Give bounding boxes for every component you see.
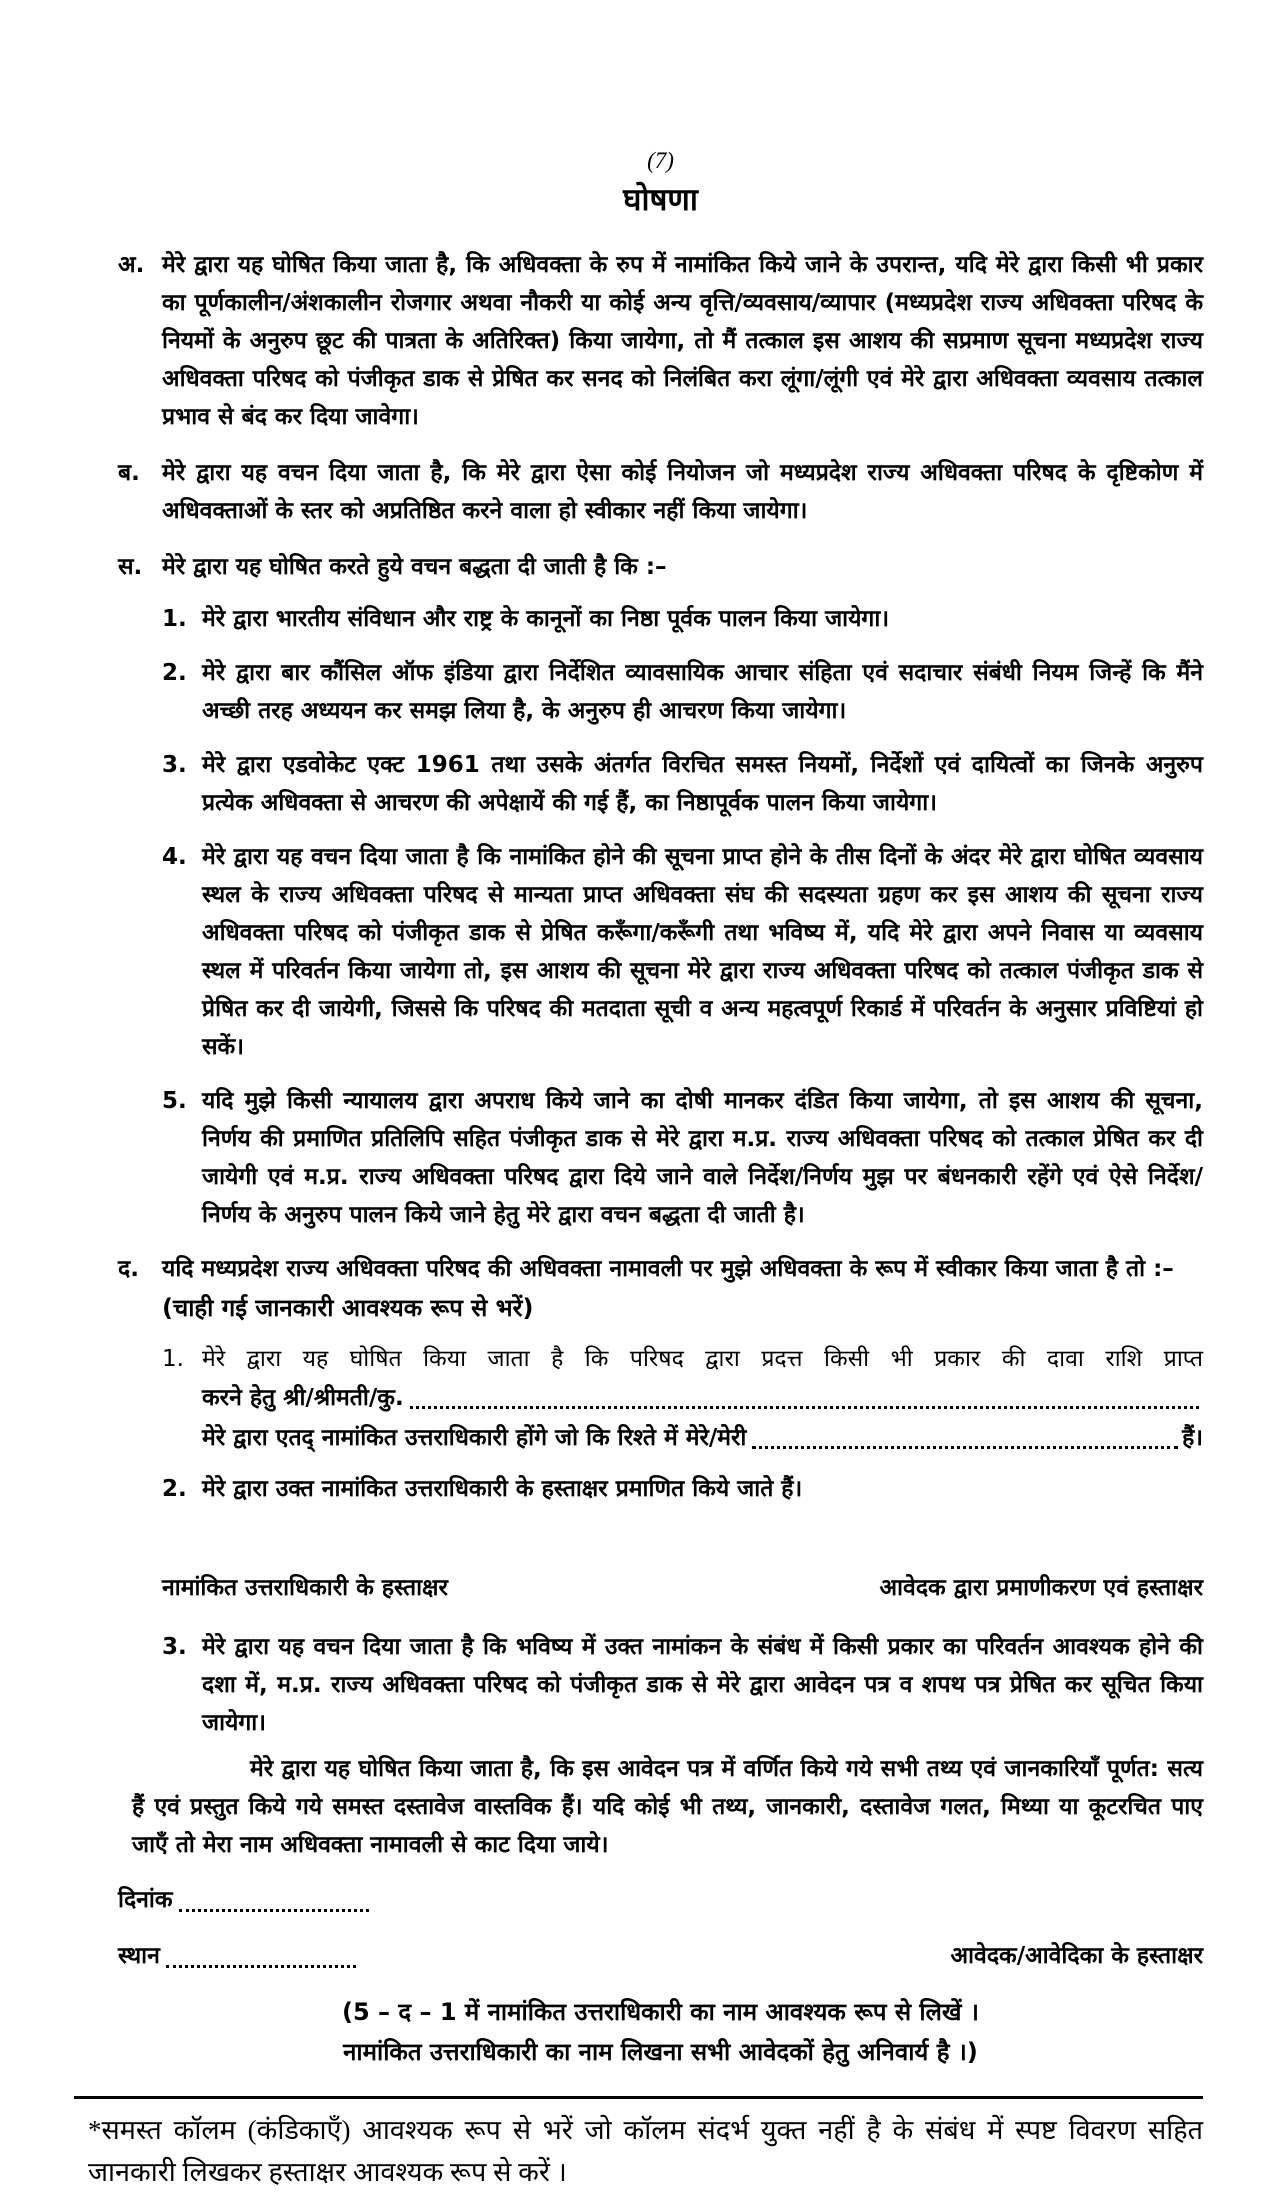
d-item-1-number: 1. [162,1346,184,1372]
list-item-2 [162,654,1203,730]
list-item-3-number: 3. [162,752,187,778]
date-blank[interactable] [179,1908,369,1912]
section-d-items [162,1340,1203,1742]
section-d-label: द. [118,1256,139,1282]
page-number: (7) [647,148,674,173]
footnote-text: *समस्त कॉलम (कंडिकाएँ) आवश्यक रूप से भरें जो कॉलम संदर्भ युक्त नहीं है के संबंध में स्पष्ट विवरण सहित जानकारी लिखकर हस्ताक्षर आवश्यक रूप से करें । [88,2115,1203,2187]
list-item-3 [162,746,1203,822]
d-item-1-nominee-prefix: करने हेतु श्री/श्रीमती/कु. [202,1385,404,1411]
d-item-2 [162,1470,1203,1508]
d-item-1-body [202,1340,1203,1458]
place-row [118,1936,1203,1976]
place-label: स्थान [118,1943,160,1969]
closing-declaration: मेरे द्वारा यह घोषित किया जाता है, कि इस आवेदन पत्र में वर्णित किये गये सभी तथ्य एवं जानकारियाँ पूर्णत: सत्य हैं एवं प्रस्तुत किये गये समस्त दस्तावेज वास्तविक हैं। यदि कोई भी तथ्य, जानकारी, दस्तावेज गलत, मिथ्या या कूटरचित पाए जाएँ तो मेरा नाम अधिवक्ता नामावली से काट दिया जाये। [132,1756,1203,1858]
section-a-text: मेरे द्वारा यह घोषित किया जाता है, कि अधिवक्ता के रुप में नामांकित किये जाने के उपरान्त, यदि मेरे द्वारा किसी भी प्रकार का पूर्णकालीन/अंशकालीन रोजगार अथवा नौकरी या कोई अन्य वृत्ति/व्यवसाय/व्यापार (मध्यप्रदेश राज्य अधिवक्ता परिषद के नियमों के अनुरुप छूट की पात्रता के अतिरिक्त) किया जायेगा, तो मैं तत्काल इस आशय की सप्रमाण सूचना मध्यप्रदेश राज्य अधिवक्ता परिषद को पंजीकृत डाक से प्रेषित कर सनद को निलंबित करा लूंगा/लूंगी एवं मेरे द्वारा अधिवक्ता व्यवसाय तत्काल प्रभाव से बंद कर दिया जावेगा। [162,252,1203,430]
list-item-5-number: 5. [162,1088,187,1114]
section-d-body [162,1250,1203,1328]
section-a-label: अ. [118,252,145,278]
mandatory-note-line2: नामांकित उत्तराधिकारी का नाम लिखना सभी आवेदकों हेतु अनिवार्य है ।) [343,2038,978,2066]
list-item-4-number: 4. [162,844,187,870]
list-item-5-text: यदि मुझे किसी न्यायालय द्वारा अपराध किये जाने का दोषी मानकर दंडित किया जायेगा, तो इस आशय की सूचना, निर्णय की प्रमाणित प्रतिलिपि सहित पंजीकृत डाक से मेरे द्वारा म.प्र. राज्य अधिवक्ता परिषद को तत्काल प्रेषित कर दी जायेगी एवं म.प्र. राज्य अधिवक्ता परिषद द्वारा दिये जाने वाले निर्देश/निर्णय मुझ पर बंधनकारी रहेंगे एवं ऐसे निर्देश/निर्णय के अनुरुप पालन किये जाने हेतु मेरे द्वारा वचन बद्धता दी जाती है। [202,1088,1203,1228]
section-s [118,548,1203,586]
nominee-signature-label: नामांकित उत्तराधिकारी के हस्ताक्षर [162,1575,448,1601]
date-row [118,1880,1203,1920]
place-blank[interactable] [166,1964,356,1968]
d-item-1-line1: मेरे द्वारा यह घोषित किया जाता है कि परिषद द्वारा प्रदत्त किसी भी प्रकार की दावा राशि प्राप्त [202,1346,1203,1372]
applicant-signature-label: आवेदक/आवेदिका के हस्ताक्षर [950,1943,1203,1969]
list-item-1-number: 1. [162,606,187,632]
list-item-5 [162,1082,1203,1234]
d-item-2-number: 2. [162,1476,187,1502]
section-d-bold-note: (चाही गई जानकारी आवश्यक रूप से भरें) [162,1294,534,1322]
list-item-4 [162,838,1203,1066]
d-item-1 [162,1340,1203,1458]
d-item-1-relation-prefix: मेरे द्वारा एतद् नामांकित उत्तराधिकारी होंगे जो कि रिश्ते में मेरे/मेरी [202,1425,747,1451]
list-item-2-number: 2. [162,660,187,686]
list-item-1 [162,600,1203,638]
section-d-text: यदि मध्यप्रदेश राज्य अधिवक्ता परिषद की अधिवक्ता नामावली पर मुझे अधिवक्ता के रूप में स्वीकार किया जाता है तो :– [162,1256,1174,1282]
section-d [118,1250,1203,1328]
signature-labels-row [162,1570,1203,1602]
d-item-1-relation-suffix: हैं। [1182,1425,1203,1451]
d-item-1-relation-row [202,1418,1203,1458]
applicant-certification-label: आवेदक द्वारा प्रमाणीकरण एवं हस्ताक्षर [879,1575,1203,1601]
list-item-4-text: मेरे द्वारा यह वचन दिया जाता है कि नामांकित होने की सूचना प्राप्त होने के तीस दिनों के अंदर मेरे द्वारा घोषित व्यवसाय स्थल के राज्य अधिवक्ता परिषद से मान्यता प्राप्त अधिवक्ता संघ की सदस्यता ग्रहण कर इस आशय की सूचना राज्य अधिवक्ता परिषद को पंजीकृत डाक से प्रेषित करूँगा/करूँगी तथा भविष्य में, यदि मेरे द्वारा अपने निवास या व्यवसाय स्थल में परिवर्तन किया जायेगा तो, इस आशय की सूचना मेरे द्वारा राज्य अधिवक्ता परिषद को तत्काल पंजीकृत डाक से प्रेषित कर दी जायेगी, जिससे कि परिषद की मतदाता सूची व अन्य महत्वपूर्ण रिकार्ड में परिवर्तन के अनुसार प्रविष्टियां हो सकें। [202,844,1203,1060]
d-item-3-number: 3. [162,1634,187,1660]
relation-blank[interactable] [752,1445,1178,1449]
mandatory-note-line1: (5 – द – 1 में नामांकित उत्तराधिकारी का नाम आवश्यक रूप से लिखें । [342,1998,979,2026]
nominee-name-blank[interactable] [410,1405,1199,1409]
list-item-2-text: मेरे द्वारा बार कौंसिल ऑफ इंडिया द्वारा निर्देशित व्यावसायिक आचार संहिता एवं सदाचार संबंधी नियम जिन्हें कि मैंने अच्छी तरह अध्ययन कर समझ लिया है, के अनुरुप ही आचरण किया जायेगा। [202,660,1203,724]
list-item-3-text: मेरे द्वारा एडवोकेट एक्ट 1961 तथा उसके अंतर्गत विरचित समस्त नियमों, निर्देशों एवं दायित्वों का जिनके अनुरुप प्रत्येक अधिवक्ता से आचरण की अपेक्षायें की गई हैं, का निष्ठापूर्वक पालन किया जायेगा। [202,752,1203,816]
d-item-3 [162,1628,1203,1742]
mandatory-note [118,1992,1203,2072]
list-item-1-text: मेरे द्वारा भारतीय संविधान और राष्ट्र के कानूनों का निष्ठा पूर्वक पालन किया जायेगा। [202,606,890,632]
d-item-1-nominee-row [202,1378,1203,1418]
section-b-label: ब. [118,460,140,486]
section-a [118,246,1203,436]
footnote-divider [74,2096,1203,2099]
page-title: घोषणा [623,182,698,218]
section-s-items [162,600,1203,1234]
date-label: दिनांक [118,1887,173,1913]
section-s-text: मेरे द्वारा यह घोषित करते हुये वचन बद्धता दी जाती है कि :– [162,554,667,580]
section-b [118,454,1203,530]
d-item-2-text: मेरे द्वारा उक्त नामांकित उत्तराधिकारी के हस्ताक्षर प्रमाणित किये जाते हैं। [202,1476,803,1502]
section-b-text: मेरे द्वारा यह वचन दिया जाता है, कि मेरे द्वारा ऐसा कोई नियोजन जो मध्यप्रदेश राज्य अधिवक्ता परिषद के दृष्टिकोण में अधिवक्ताओं के स्तर को अप्रतिष्ठित करने वाला हो स्वीकार नहीं किया जायेगा। [162,460,1203,524]
section-s-label: स. [118,554,143,580]
d-item-3-text: मेरे द्वारा यह वचन दिया जाता है कि भविष्य में उक्त नामांकन के संबंध में किसी प्रकार का परिवर्तन आवश्यक होने की दशा में, म.प्र. राज्य अधिवक्ता परिषद को पंजीकृत डाक से मेरे द्वारा आवेदन पत्र व शपथ पत्र प्रेषित कर सूचित किया जायेगा। [202,1634,1203,1736]
